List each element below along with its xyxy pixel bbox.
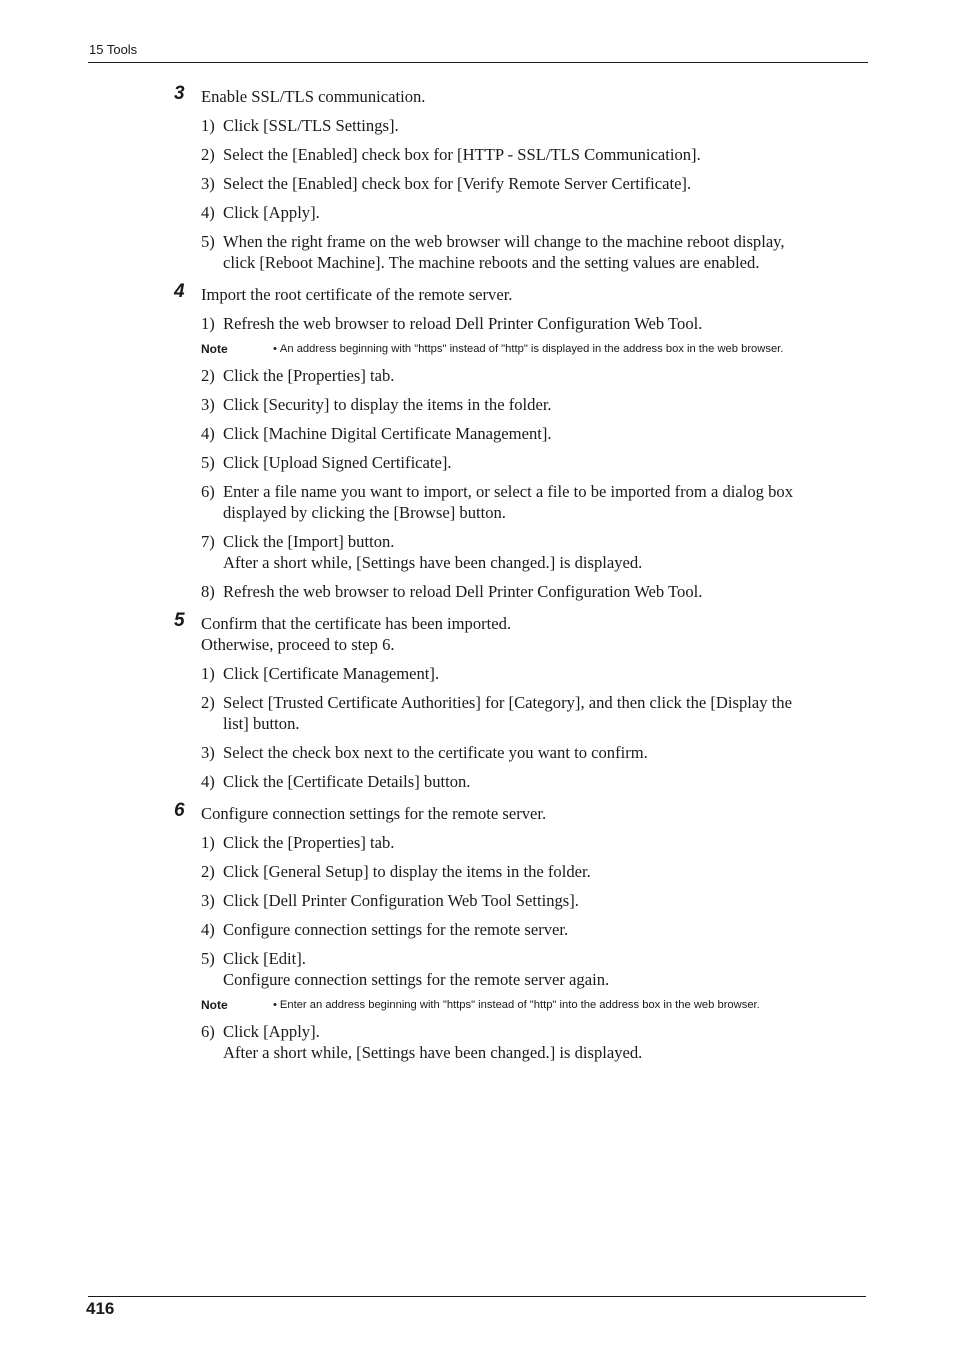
sub-step-line: Click the [Properties] tab. bbox=[223, 366, 395, 385]
note-body: Enter an address beginning with "https" instead of "http" into the address box in the web browser. bbox=[279, 999, 760, 1011]
note-text bbox=[273, 997, 760, 1013]
sub-step bbox=[174, 581, 864, 602]
sub-step-number: 5) bbox=[201, 232, 215, 251]
step-number: 5 bbox=[174, 610, 185, 631]
section-title: 15 Tools bbox=[89, 42, 138, 57]
sub-step bbox=[174, 365, 864, 386]
sub-step bbox=[174, 481, 864, 523]
sub-step-line: Click [General Setup] to display the items in the folder. bbox=[223, 862, 591, 881]
instruction-content bbox=[174, 83, 864, 1063]
sub-step-line: After a short while, [Settings have been changed.] is displayed. bbox=[223, 1043, 643, 1062]
sub-step-number: 6) bbox=[201, 1022, 215, 1041]
step-5 bbox=[174, 610, 864, 655]
bullet-icon: • bbox=[273, 343, 277, 355]
sub-step-number: 7) bbox=[201, 532, 215, 551]
sub-step-line: Click [Dell Printer Configuration Web Tool Settings]. bbox=[223, 891, 579, 910]
step-number: 6 bbox=[174, 800, 185, 821]
step-heading bbox=[201, 284, 864, 305]
sub-step bbox=[174, 1021, 864, 1063]
sub-step-line: Click [Edit]. bbox=[223, 949, 306, 968]
sub-step bbox=[174, 115, 864, 136]
note-label: Note bbox=[201, 998, 228, 1012]
sub-step bbox=[174, 742, 864, 763]
sub-step-line: Enter a file name you want to import, or select a file to be imported from a dialog box bbox=[223, 482, 794, 501]
sub-step-number: 3) bbox=[201, 395, 215, 414]
step-heading-line: Configure connection settings for the remote server. bbox=[201, 804, 547, 823]
sub-step-number: 3) bbox=[201, 174, 215, 193]
note-text bbox=[273, 341, 783, 357]
sub-step bbox=[174, 771, 864, 792]
sub-step-line: Click [Machine Digital Certificate Management]. bbox=[223, 424, 552, 443]
sub-step-line: Select [Trusted Certificate Authorities] for [Category], and then click the [Display the bbox=[223, 693, 792, 712]
sub-step-number: 4) bbox=[201, 424, 215, 443]
sub-step-line: Configure connection settings for the remote server. bbox=[223, 920, 569, 939]
step-heading-line: Enable SSL/TLS communication. bbox=[201, 87, 426, 106]
step-heading-line: Otherwise, proceed to step 6. bbox=[201, 635, 395, 654]
footer-rule bbox=[88, 1296, 866, 1297]
note bbox=[201, 997, 864, 1013]
sub-step bbox=[174, 861, 864, 882]
sub-step-line: Refresh the web browser to reload Dell Printer Configuration Web Tool. bbox=[223, 314, 703, 333]
sub-step-line: When the right frame on the web browser will change to the machine reboot display, bbox=[223, 232, 785, 251]
sub-step-line: Click [Certificate Management]. bbox=[223, 664, 440, 683]
sub-step-number: 1) bbox=[201, 116, 215, 135]
step-heading bbox=[201, 803, 864, 824]
step-number: 4 bbox=[174, 281, 185, 302]
sub-step bbox=[174, 452, 864, 473]
sub-step-number: 3) bbox=[201, 743, 215, 762]
step-heading-line: Import the root certificate of the remote server. bbox=[201, 285, 513, 304]
sub-step-line: Click the [Import] button. bbox=[223, 532, 395, 551]
sub-step bbox=[174, 692, 864, 734]
sub-step bbox=[174, 313, 864, 334]
sub-step-number: 2) bbox=[201, 862, 215, 881]
sub-step-line: Click the [Properties] tab. bbox=[223, 833, 395, 852]
sub-step-number: 3) bbox=[201, 891, 215, 910]
sub-step-number: 1) bbox=[201, 664, 215, 683]
sub-step bbox=[174, 202, 864, 223]
sub-step bbox=[174, 663, 864, 684]
sub-step-number: 5) bbox=[201, 453, 215, 472]
sub-step-line: Select the [Enabled] check box for [Verify Remote Server Certificate]. bbox=[223, 174, 692, 193]
page-number: 416 bbox=[86, 1299, 115, 1318]
note-label: Note bbox=[201, 342, 228, 356]
sub-step bbox=[174, 144, 864, 165]
sub-step-line: Click [SSL/TLS Settings]. bbox=[223, 116, 399, 135]
sub-step-number: 8) bbox=[201, 582, 215, 601]
step-heading-line: Confirm that the certificate has been imported. bbox=[201, 614, 512, 633]
step-heading bbox=[201, 613, 864, 655]
sub-step bbox=[174, 531, 864, 573]
sub-step-number: 1) bbox=[201, 833, 215, 852]
bullet-icon: • bbox=[273, 999, 277, 1011]
sub-step bbox=[174, 394, 864, 415]
step-number: 3 bbox=[174, 83, 185, 104]
sub-step-number: 6) bbox=[201, 482, 215, 501]
sub-step-line: Select the [Enabled] check box for [HTTP - SSL/TLS Communication]. bbox=[223, 145, 701, 164]
sub-step-line: Click [Apply]. bbox=[223, 1022, 320, 1041]
sub-step bbox=[174, 832, 864, 853]
sub-step bbox=[174, 919, 864, 940]
note bbox=[201, 341, 864, 357]
sub-step bbox=[174, 173, 864, 194]
sub-step-line: Click the [Certificate Details] button. bbox=[223, 772, 471, 791]
sub-step-number: 2) bbox=[201, 693, 215, 712]
step-6 bbox=[174, 800, 864, 824]
sub-step-line: Click [Security] to display the items in the folder. bbox=[223, 395, 552, 414]
sub-step-number: 5) bbox=[201, 949, 215, 968]
note-body: An address beginning with "https" instead of "http" is displayed in the address box in the web browser. bbox=[279, 343, 784, 355]
sub-step-line: Select the check box next to the certificate you want to confirm. bbox=[223, 743, 648, 762]
sub-step-number: 4) bbox=[201, 772, 215, 791]
sub-step-line: After a short while, [Settings have been changed.] is displayed. bbox=[223, 553, 643, 572]
sub-step-line: Click [Apply]. bbox=[223, 203, 320, 222]
sub-step-line: Configure connection settings for the remote server again. bbox=[223, 970, 610, 989]
sub-step bbox=[174, 948, 864, 990]
sub-step-line: Click [Upload Signed Certificate]. bbox=[223, 453, 452, 472]
sub-step-number: 4) bbox=[201, 920, 215, 939]
sub-step-line: click [Reboot Machine]. The machine reboots and the setting values are enabled. bbox=[223, 253, 760, 272]
step-3 bbox=[174, 83, 864, 107]
sub-step-line: displayed by clicking the [Browse] button. bbox=[223, 503, 506, 522]
sub-step-line: Refresh the web browser to reload Dell Printer Configuration Web Tool. bbox=[223, 582, 703, 601]
sub-step bbox=[174, 423, 864, 444]
sub-step-number: 4) bbox=[201, 203, 215, 222]
sub-step bbox=[174, 890, 864, 911]
sub-step bbox=[174, 231, 864, 273]
step-heading bbox=[201, 86, 864, 107]
step-4 bbox=[174, 281, 864, 305]
page-header bbox=[88, 40, 868, 63]
sub-step-number: 1) bbox=[201, 314, 215, 333]
sub-step-number: 2) bbox=[201, 366, 215, 385]
sub-step-line: list] button. bbox=[223, 714, 300, 733]
sub-step-number: 2) bbox=[201, 145, 215, 164]
